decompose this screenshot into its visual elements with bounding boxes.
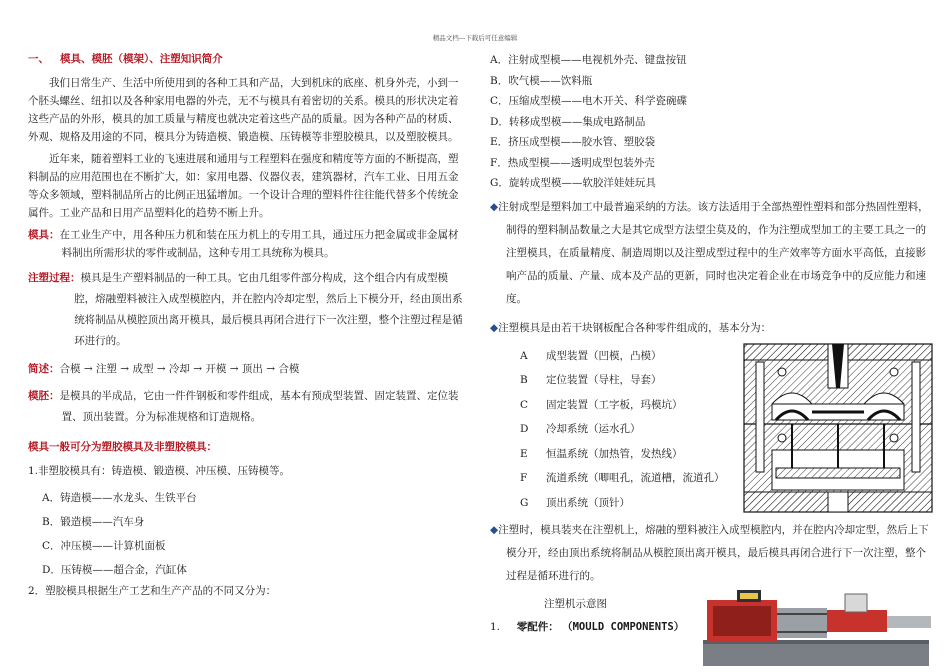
list-item: B．锻造模——汽车身: [42, 516, 145, 528]
mold-cross-section-image: [742, 342, 934, 514]
plastic-mold-list: [490, 50, 935, 194]
diamond-bullet-icon: ◆: [490, 524, 499, 536]
list-item: G．旋转成型模——软胶洋娃娃玩具: [490, 177, 656, 189]
trend-paragraph: 近年来，随着塑料工业的飞速进展和通用与工程塑料在强度和精度等方面的不断提高，塑料制品的应用范围也在不断扩大，如：家用电器、仪器仪表，建筑器材，汽车工业、日用五金等众多领域，塑料制品所占的比例正迅猛增加。一个设计合理的塑料件往往能代替多个传统金属件。工业产品和日用产品塑料化的趋势不断上升。: [28, 153, 459, 219]
nonplastic-title: 1.非塑胶模具有：铸造模、锻造模、冲压模、压铸模等。: [28, 465, 291, 477]
definition-blank-text: 是模具的半成品，它由一件件钢板和零件组成，基本有预成型装置、固定装置、定位装置、顶出装置。分为标准规格和订造规格。: [59, 390, 459, 423]
list-item: F 流道系统（唧咀孔，流道槽，流道孔）: [520, 472, 725, 484]
definition-blank: [28, 386, 468, 428]
definition-process-label: 注塑过程：: [28, 272, 81, 284]
list-item: E 恒温系统（加热管，发热线）: [520, 447, 683, 460]
list-item: D．转移成型模——集成电路制品: [490, 115, 646, 128]
definition-brief: [28, 360, 468, 378]
section-title: [28, 50, 468, 68]
plastic-title: 2．塑胶模具根据生产工艺和生产产品的不同又分为：: [28, 585, 277, 597]
list-item: B 定位装置（导柱，导套）: [520, 374, 662, 386]
list-item: C 固定装置（工字板，玛模坑）: [520, 398, 683, 411]
definition-process-text: 模具是生产塑料制品的一种工具。它由几组零件部分构成，这个组合内有成型模腔，熔融塑料被注入成型模腔内，并在腔内冷却定型，然后上下模分开，经由顶出系统将制品从模腔顶出离开模具，最后模具再闭合进行下一次注塑，整个注塑过程是循环进行的。: [74, 272, 463, 347]
definition-mold: [28, 226, 468, 262]
list-item: B．吹气模——饮料瓶: [490, 74, 593, 87]
classification-title: 模具一般可分为塑胶模具及非塑胶模具：: [28, 441, 217, 453]
definition-blank-label: 模胚：: [28, 390, 60, 402]
injection-machine-image: [695, 586, 935, 672]
section-title-text: 模具、模胚（模架）、注塑知识简介: [59, 53, 223, 65]
list-item: A．注射成型模——电视机外壳、键盘按钮: [490, 54, 687, 66]
left-column: [28, 50, 468, 600]
list-item: A 成型装置（凹模，凸模）: [520, 349, 662, 362]
list-item: F．热成型模——透明成型包装外壳: [490, 156, 655, 169]
definition-brief-label: 简述：: [28, 363, 60, 375]
definition-brief-text: 合模 → 注塑 → 成型 → 冷却 → 开模 → 顶出 → 合模: [59, 363, 300, 375]
injection-process-paragraph: ◆注塑时，模具装夹在注塑机上，熔融的塑料被注入成型模腔内，并在腔内冷却定型，然后上下模分开，经由顶出系统将制品从模腔顶出离开模具，最后模具再闭合进行下一次注塑，整个过程是循环进行的。: [490, 524, 929, 582]
list-item: G 顶出系统（顶针）: [520, 496, 630, 509]
injection-molding-paragraph: ◆注射成型是塑料加工中最普遍采纳的方法。该方法适用于全部热塑性塑料和部分热固性塑料，制得的塑料制品数量之大是其它成型方法望尘莫及的，作为注塑成型加工的主要工具之一的注塑模具，在质量精度、制造周期以及注塑成型过程中的生产效率等方面水平高低，直接影响产品的质量、产量、成本及产品的更新，同时也决定着企业在市场竞争中的反应能力和速度。: [490, 200, 929, 305]
list-item: D．压铸模——超合金，汽缸体: [42, 564, 187, 576]
definition-process: [28, 268, 468, 352]
nonplastic-list: [28, 486, 468, 582]
list-item: A．铸造模——水龙头、生铁平台: [42, 492, 197, 504]
list-item: E．挤压成型模——胶水管、塑胶袋: [490, 136, 656, 148]
page-header: 精品文档---下载后可任意编辑: [432, 34, 518, 42]
intro-paragraph: 我们日常生产、生活中所使用到的各种工具和产品，大到机床的底座、机身外壳，小到一个胚头螺丝、纽扣以及各种家用电器的外壳，无不与模具有着密切的关系。模具的形状决定着这些产品的外形，模具的加工质量与精度也就决定着这些产品的质量。因为各种产品的材质、外观、规格及用途的不同，模具分为铸造模、锻造模、压铸模等非塑胶模具，以及塑胶模具。: [28, 77, 459, 143]
list-item: C．压缩成型模——电木开关、科学瓷碗碟: [490, 95, 688, 107]
definition-mold-label: 模具：: [28, 229, 60, 241]
list-item: D 冷却系统（运水孔）: [520, 423, 641, 435]
list-item: C．冲压模——计算机面板: [42, 540, 166, 552]
diamond-bullet-icon: ◆: [490, 321, 499, 334]
section-number: 一、: [28, 53, 49, 65]
mold-composition-paragraph: ◆注塑模具是由若干块钢板配合各种零件组成的，基本分为：: [490, 321, 772, 334]
components-heading: 1. 零配件： （MOULD COMPONENTS）: [490, 621, 685, 633]
diamond-bullet-icon: ◆: [490, 200, 499, 213]
definition-mold-text: 在工业生产中，用各种压力机和装在压力机上的专用工具，通过压力把金属或非金属材料制出所需形状的零件或制品，这种专用工具统称为模具。: [59, 229, 459, 259]
figure-caption: 注塑机示意图: [544, 598, 607, 610]
